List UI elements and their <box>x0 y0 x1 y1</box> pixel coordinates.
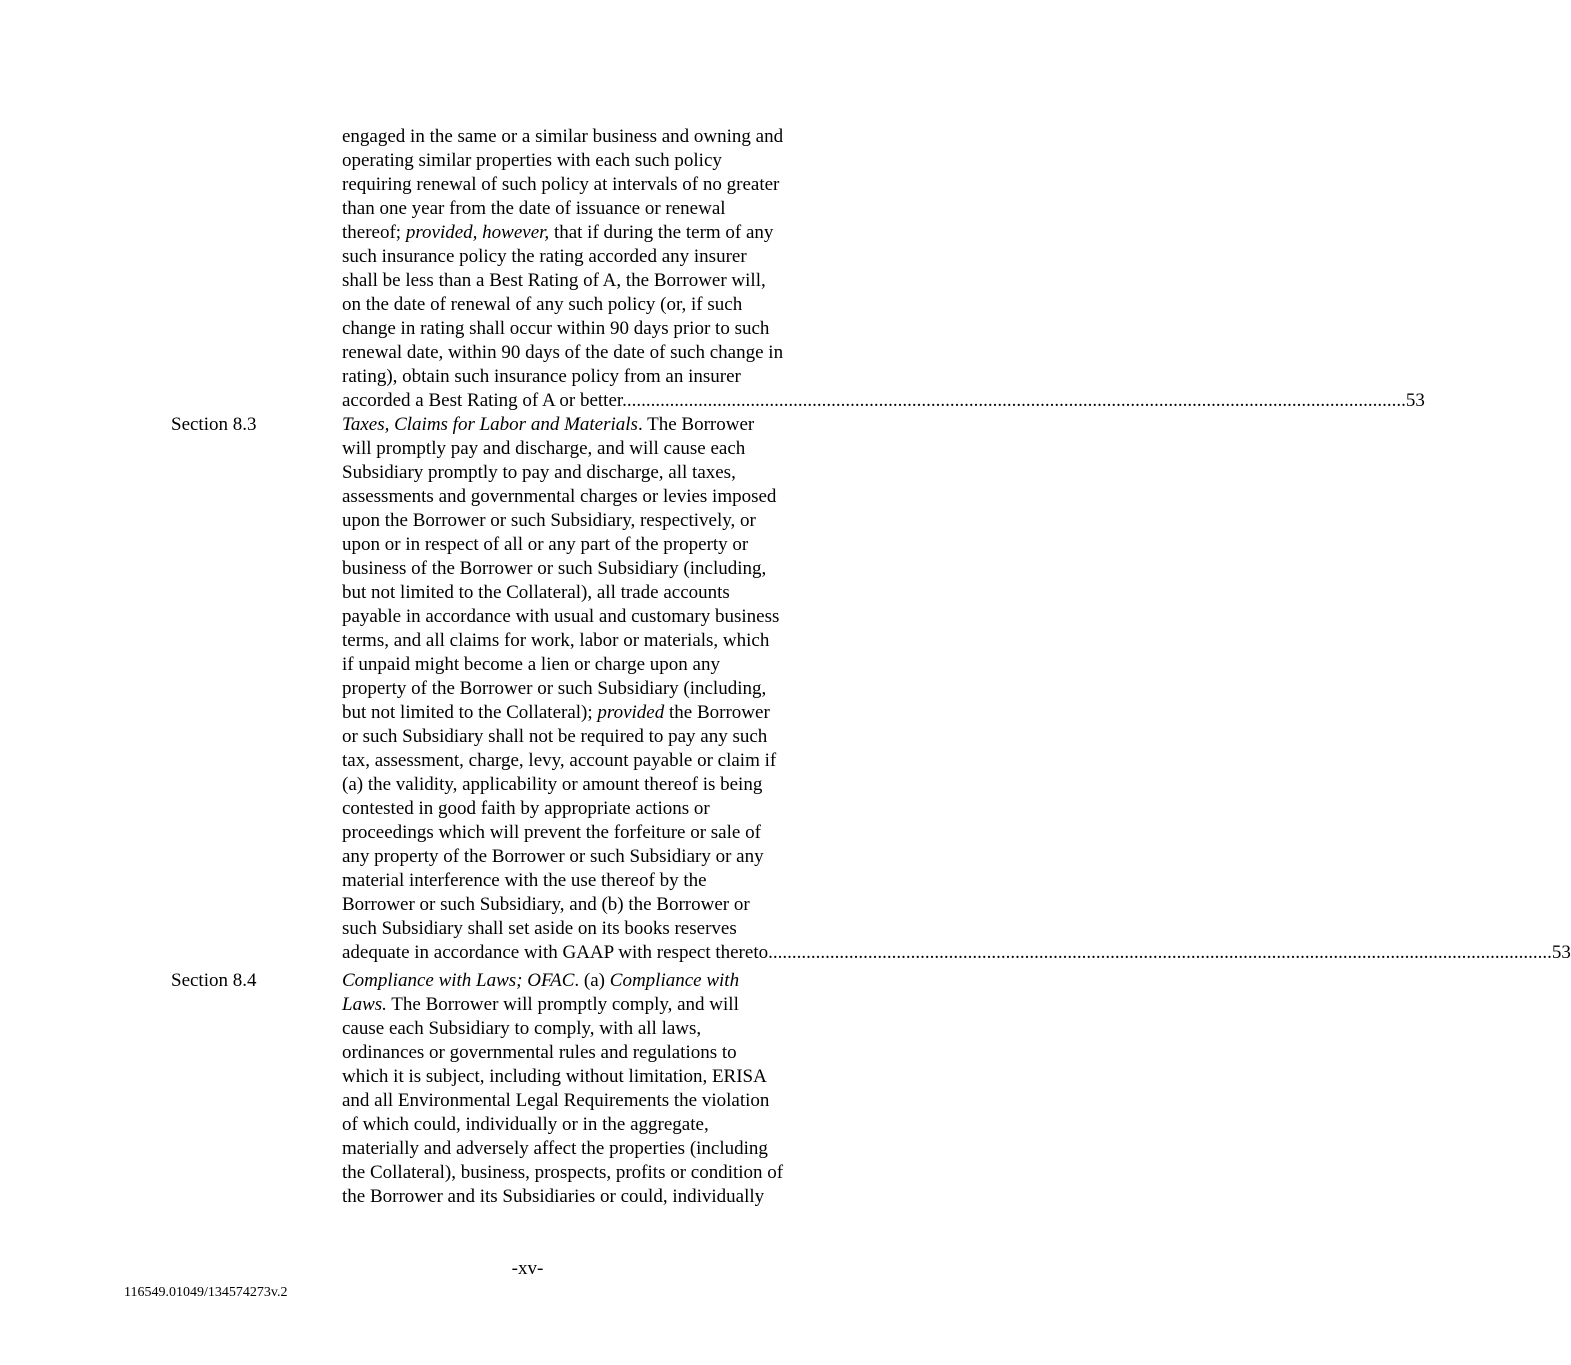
text-line: rating), obtain such insurance policy from an insurer <box>342 366 741 387</box>
text-line: thereof; provided, however, that if during the term of any <box>342 222 774 243</box>
text-line: upon or in respect of all or any part of the property or <box>342 534 749 555</box>
text-line: renewal date, within 90 days of the date of such change in <box>342 342 784 363</box>
text-line: any property of the Borrower or such Subsidiary or any <box>342 846 764 867</box>
text-line: terms, and all claims for work, labor or materials, which <box>342 630 770 651</box>
text-line: upon the Borrower or such Subsidiary, respectively, or <box>342 510 756 531</box>
text-line: material interference with the use thereof by the <box>342 870 707 891</box>
text-line: property of the Borrower or such Subsidiary (including, <box>342 678 767 699</box>
text-line: assessments and governmental charges or levies imposed <box>342 486 777 507</box>
text-line: the Collateral), business, prospects, profits or condition of <box>342 1162 784 1183</box>
page-reference[interactable]: 53 <box>1405 390 1425 411</box>
section-number: Section 8.3 <box>171 414 257 435</box>
section-title[interactable]: Compliance with Laws; OFAC <box>342 970 575 991</box>
section-number: Section 8.4 <box>171 970 257 991</box>
text-line: change in rating shall occur within 90 days prior to such <box>342 318 770 339</box>
text-line: if unpaid might become a lien or charge upon any <box>342 654 720 675</box>
text-line: and all Environmental Legal Requirements the violation <box>342 1090 770 1111</box>
text-line: than one year from the date of issuance or renewal <box>342 198 726 219</box>
text-line: Subsidiary promptly to pay and discharge, all taxes, <box>342 462 736 483</box>
dot-leader: .................................................................................................................................................................... <box>626 390 1406 411</box>
text-line: which it is subject, including without limitation, ERISA <box>342 1066 767 1087</box>
text-line: the Borrower and its Subsidiaries or could, individually <box>342 1186 765 1207</box>
text-line: (a) the validity, applicability or amount thereof is being <box>342 774 763 795</box>
text-line: tax, assessment, charge, levy, account payable or claim if <box>342 750 777 771</box>
text-line: ordinances or governmental rules and regulations to <box>342 1042 737 1063</box>
text-line: Laws. The Borrower will promptly comply, and will <box>342 994 739 1015</box>
section-title-line: Taxes, Claims for Labor and Materials. The Borrower <box>342 414 755 435</box>
section-title[interactable]: Taxes, Claims for Labor and Materials <box>342 414 638 435</box>
text-line: requiring renewal of such policy at intervals of no greater <box>342 174 780 195</box>
section-title-line: Compliance with Laws; OFAC. (a) Compliance with <box>342 970 740 991</box>
text-line: but not limited to the Collateral); provided the Borrower <box>342 702 770 723</box>
italic-phrase: provided, however, <box>405 222 550 243</box>
text-line: or such Subsidiary shall not be required to pay any such <box>342 726 768 747</box>
text-line: of which could, individually or in the aggregate, <box>342 1114 709 1135</box>
text-line: contested in good faith by appropriate actions or <box>342 798 710 819</box>
text-line: shall be less than a Best Rating of A, the Borrower will, <box>342 270 766 291</box>
page-number: -xv- <box>511 1258 544 1279</box>
page-reference[interactable]: 53 <box>1551 942 1571 963</box>
text-line: operating similar properties with each such policy <box>342 150 722 171</box>
text-line: proceedings which will prevent the forfeiture or sale of <box>342 822 761 843</box>
text-line: will promptly pay and discharge, and will cause each <box>342 438 746 459</box>
text-line: such Subsidiary shall set aside on its books reserves <box>342 918 737 939</box>
text-line: engaged in the same or a similar business and owning and <box>342 126 784 147</box>
text-line: Borrower or such Subsidiary, and (b) the Borrower or <box>342 894 750 915</box>
subsection-title: Compliance with <box>609 970 740 991</box>
text-line: such insurance policy the rating accorded any insurer <box>342 246 747 267</box>
document-id: 116549.01049/134574273v.2 <box>124 1285 288 1300</box>
text-line: cause each Subsidiary to comply, with all laws, <box>342 1018 702 1039</box>
dot-leader: .................................................................................................................................................................... <box>772 942 1552 963</box>
text-line: on the date of renewal of any such policy (or, if such <box>342 294 743 315</box>
toc-last-line: accorded a Best Rating of A or better. .................................................................................................................................................................... 53 <box>342 390 1425 411</box>
text-line: payable in accordance with usual and customary business <box>342 606 780 627</box>
text-line: business of the Borrower or such Subsidiary (including, <box>342 558 767 579</box>
toc-last-line: adequate in accordance with GAAP with respect thereto. .................................................................................................................................................................... 53 <box>342 942 1571 963</box>
text-line: materially and adversely affect the properties (including <box>342 1138 768 1159</box>
text-line: but not limited to the Collateral), all trade accounts <box>342 582 730 603</box>
subsection-title: Laws. <box>342 994 387 1015</box>
italic-phrase: provided <box>597 702 665 723</box>
